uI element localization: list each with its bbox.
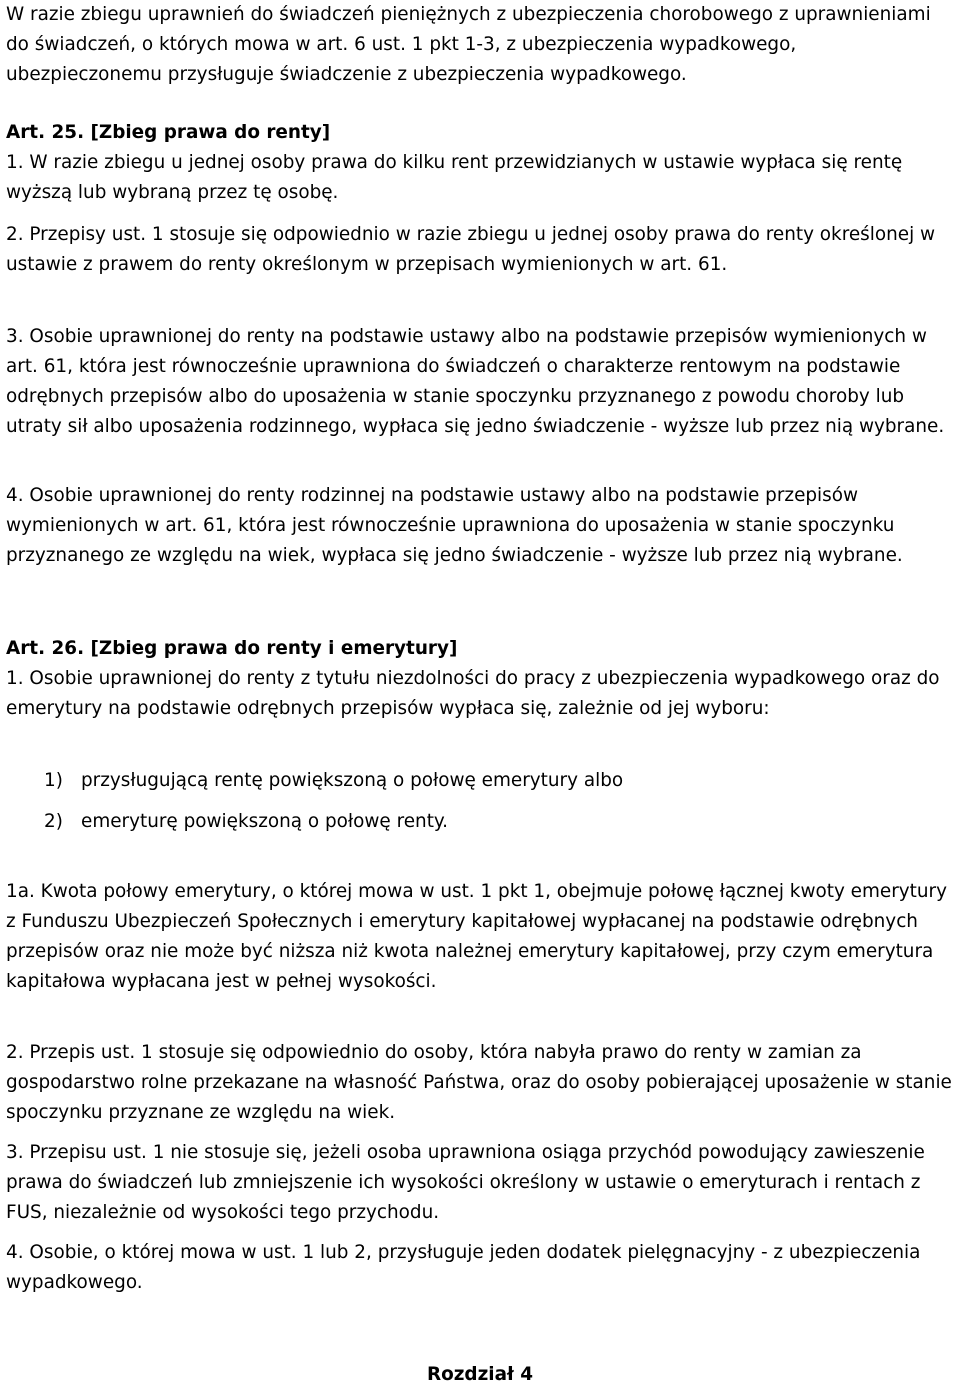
art25-paragraph-3: 3. Osobie uprawnionej do renty na podstawie ustawy albo na podstawie przepisów wymienionych w art. 61, która jest równocześnie uprawniona do świadczeń o charakterze rentowym na podstawie odrębnych przepisów albo do uposażenia w stanie spoczynku przyznanego z powodu choroby lub utraty sił albo uposażenia rodzinnego, wypłaca się jedno świadczenie - wyższe lub przez nią wybrane. xyxy=(6,326,945,437)
art25-paragraph-2: 2. Przepisy ust. 1 stosuje się odpowiednio w razie zbiegu u jednej osoby prawa do renty określonej w ustawie z prawem do renty określonym w przepisach wymienionych w art. 61. xyxy=(6,224,936,275)
art26-paragraph-2: 2. Przepis ust. 1 stosuje się odpowiednio do osoby, która nabyła prawo do renty w zamian za gospodarstwo rolne przekazane na własność Państwa, oraz do osoby pobierającej uposażenie w stanie spoczynku przyznane ze względu na wiek. xyxy=(6,1042,952,1123)
intro-paragraph: W razie zbiegu uprawnień do świadczeń pieniężnych z ubezpieczenia chorobowego z uprawnieniami do świadczeń, o których mowa w art. 6 ust. 1 pkt 1-3, z ubezpieczenia wypadkowego, ubezpieczonemu przysługuje świadczenie z ubezpieczenia wypadkowego. xyxy=(6,4,931,85)
list-item-number: 2) xyxy=(44,811,63,832)
chapter-heading: Rozdział 4 xyxy=(426,1364,534,1385)
list-item xyxy=(44,766,623,796)
art26-paragraph-1a: 1a. Kwota połowy emerytury, o której mowa w ust. 1 pkt 1, obejmuje połowę łącznej kwoty emerytury z Funduszu Ubezpieczeń Społecznych i emerytury kapitałowej wypłacanej na podstawie odrębnych przepisów oraz nie może być niższa niż kwota należnej emerytury kapitałowej, przy czym emerytura kapitałowa wypłacana jest w pełnej wysokości. xyxy=(6,881,947,992)
art25-paragraph-4: 4. Osobie uprawnionej do renty rodzinnej na podstawie ustawy albo na podstawie przepisów wymienionych w art. 61, która jest równocześnie uprawniona do uposażenia w stanie spoczynku przyznanego ze względu na wiek, wypłaca się jedno świadczenie - wyższe lub przez nią wybrane. xyxy=(6,485,903,566)
art26-paragraph-1: 1. Osobie uprawnionej do renty z tytułu niezdolności do pracy z ubezpieczenia wypadkowego oraz do emerytury na podstawie odrębnych przepisów wypłaca się, zależnie od jej wyboru: xyxy=(6,668,940,719)
list-item-number: 1) xyxy=(44,770,63,791)
list-item xyxy=(44,807,448,837)
list-item-text: emeryturę powiększoną o połowę renty. xyxy=(81,811,449,832)
art26-heading: Art. 26. [Zbieg prawa do renty i emerytury] xyxy=(6,638,458,659)
list-item-text: przysługującą rentę powiększoną o połowę emerytury albo xyxy=(81,770,624,791)
art26-paragraph-3: 3. Przepisu ust. 1 nie stosuje się, jeżeli osoba uprawniona osiąga przychód powodujący zawieszenie prawa do świadczeń lub zmniejszenie ich wysokości określony w ustawie o emeryturach i rentach z FUS, niezależnie od wysokości tego przychodu. xyxy=(6,1142,925,1223)
art25-heading: Art. 25. [Zbieg prawa do renty] xyxy=(6,122,331,143)
art25-paragraph-1: 1. W razie zbiegu u jednej osoby prawa do kilku rent przewidzianych w ustawie wypłaca się rentę wyższą lub wybraną przez tę osobę. xyxy=(6,152,903,203)
art26-paragraph-4: 4. Osobie, o której mowa w ust. 1 lub 2, przysługuje jeden dodatek pielęgnacyjny - z ubezpieczenia wypadkowego. xyxy=(6,1242,921,1293)
